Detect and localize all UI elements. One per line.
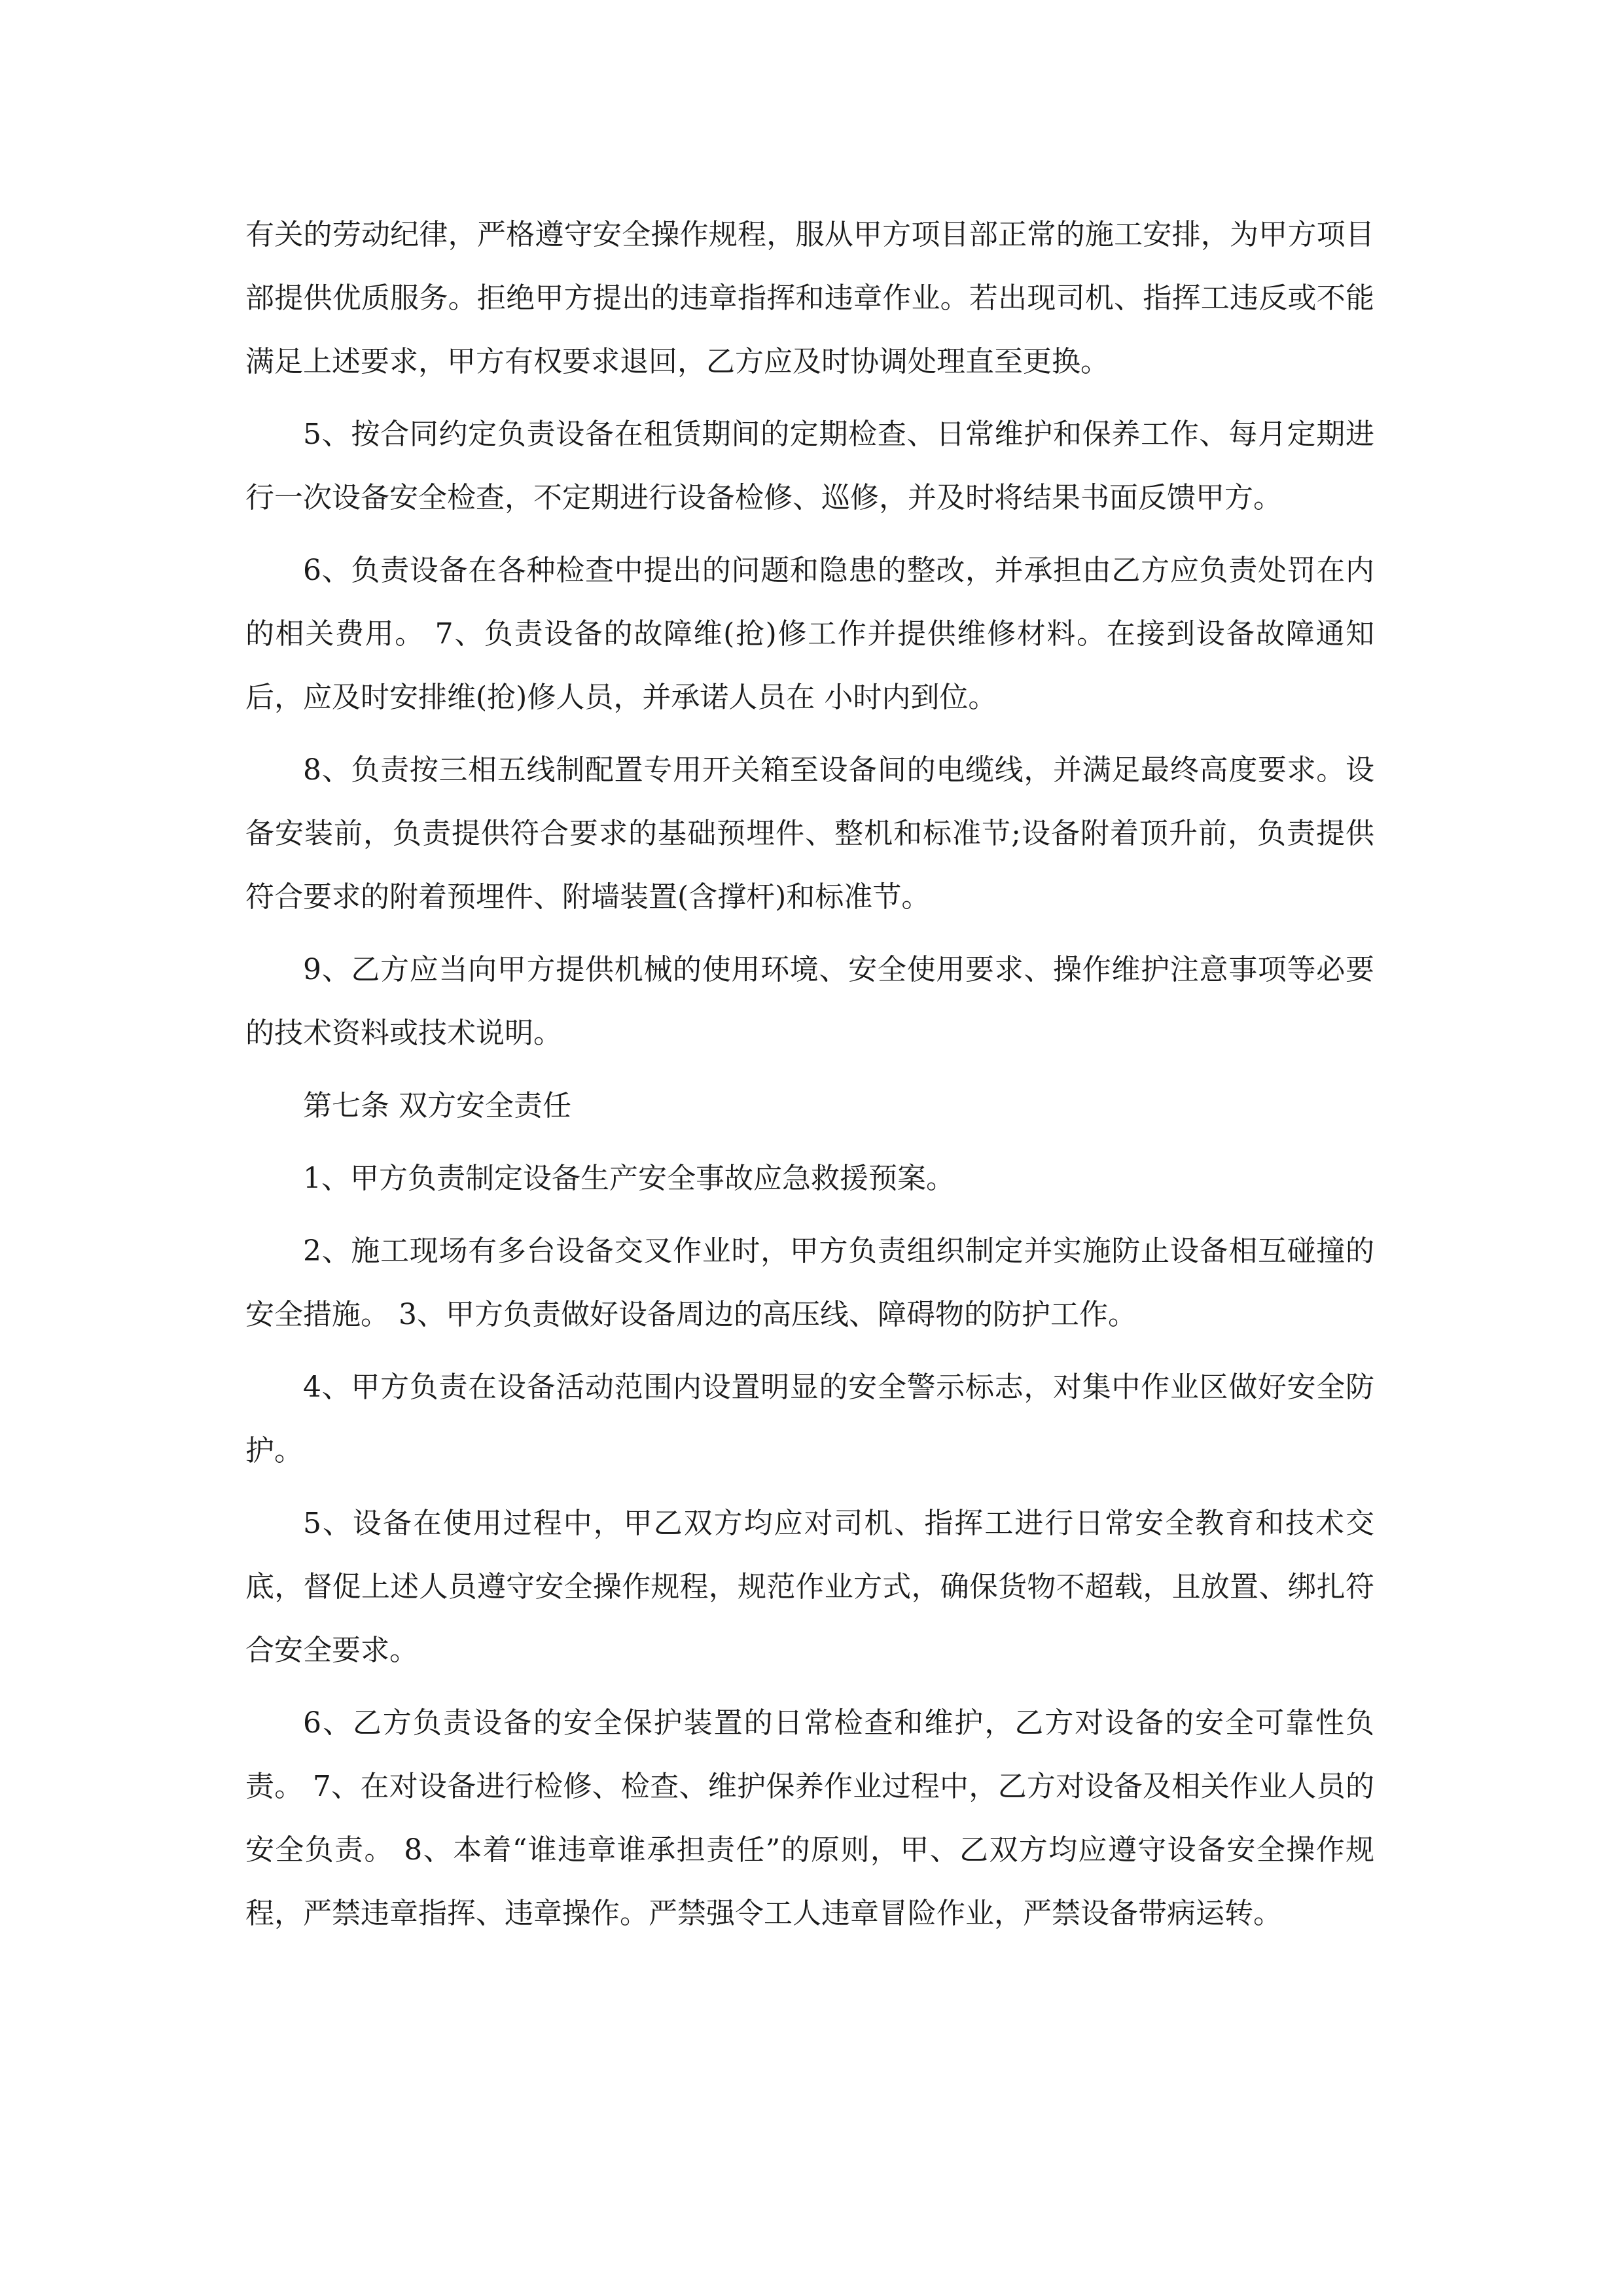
paragraph-item-9: 9、乙方应当向甲方提供机械的使用环境、安全使用要求、操作维护注意事项等必要的技术资料或技术说明。 [245, 953, 1374, 1050]
paragraph-item-5: 5、按合同约定负责设备在租赁期间的定期检查、日常维护和保养工作、每月定期进行一次设备安全检查，不定期进行设备检修、巡修，并及时将结果书面反馈甲方。 [245, 418, 1374, 514]
document-body [245, 203, 1374, 1954]
paragraph-safety-4: 4、甲方负责在设备活动范围内设置明显的安全警示标志，对集中作业区做好安全防护。 [245, 1371, 1374, 1467]
paragraph-safety-6-8: 6、乙方负责设备的安全保护装置的日常检查和维护，乙方对设备的安全可靠性负责。 7、在对设备进行检修、检查、维护保养作业过程中，乙方对设备及相关作业人员的安全负责。 8、本着“谁违章谁承担责任”的原则，甲、乙双方均应遵守设备安全操作规程，严禁违章指挥、违章操作。严禁强令工人违章冒险作业，严禁设备带病运转。 [245, 1706, 1374, 1930]
paragraph-safety-1: 1、甲方负责制定设备生产安全事故应急救援预案。 [303, 1162, 955, 1195]
paragraph-safety-5: 5、设备在使用过程中，甲乙双方均应对司机、指挥工进行日常安全教育和技术交底，督促上述人员遵守安全操作规程，规范作业方式，确保货物不超载，且放置、绑扎符合安全要求。 [245, 1507, 1374, 1667]
paragraph-safety-2-3: 2、施工现场有多台设备交叉作业时，甲方负责组织制定并实施防止设备相互碰撞的安全措施。 3、甲方负责做好设备周边的高压线、障碍物的防护工作。 [245, 1234, 1374, 1331]
paragraph-continuation: 有关的劳动纪律，严格遵守安全操作规程，服从甲方项目部正常的施工安排，为甲方项目部提供优质服务。拒绝甲方提出的违章指挥和违章作业。若出现司机、指挥工违反或不能满足上述要求，甲方有权要求退回，乙方应及时协调处理直至更换。 [245, 218, 1374, 378]
section-heading-article-7: 第七条 双方安全责任 [303, 1089, 571, 1122]
paragraph-item-6-7: 6、负责设备在各种检查中提出的问题和隐患的整改，并承担由乙方应负责处罚在内的相关费用。 7、负责设备的故障维(抢)修工作并提供维修材料。在接到设备故障通知后，应及时安排维(抢)修人员，并承诺人员在 小时内到位。 [245, 554, 1374, 714]
paragraph-item-8: 8、负责按三相五线制配置专用开关箱至设备间的电缆线，并满足最终高度要求。设备安装前，负责提供符合要求的基础预埋件、整机和标准节;设备附着顶升前，负责提供符合要求的附着预埋件、附墙装置(含撑杆)和标准节。 [245, 753, 1374, 914]
